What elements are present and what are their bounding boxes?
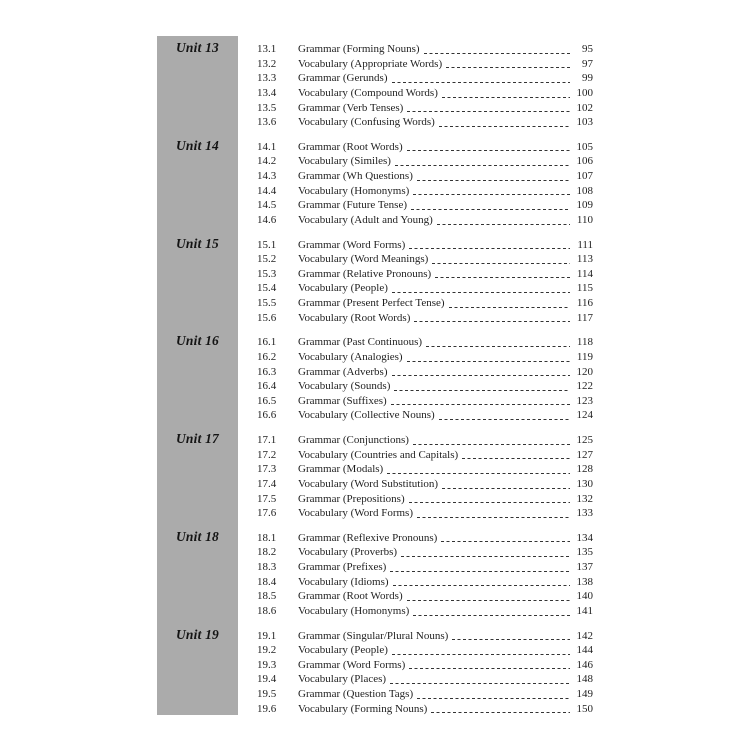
entry-number: 16.2 [257,350,277,363]
entry-title: Vocabulary (Similes) [298,155,391,168]
entry-leader-dashes [424,53,570,54]
entry-number: 19.4 [257,673,277,686]
entry-title: Vocabulary (Word Substitution) [298,477,439,490]
entry-leader-dashes [442,488,570,489]
toc-entry-row [257,198,593,213]
entry-number: 17.1 [257,434,277,446]
entry-title: Grammar (Suffixes) [298,394,387,407]
unit-block [157,42,593,130]
entry-leader-dashes [417,517,570,518]
entry-leader-dashes [395,165,570,166]
entry-leader-dashes [449,307,570,308]
entry-title: Vocabulary (Collective Nouns) [298,409,435,422]
entry-number: 13.5 [257,101,277,114]
toc-entry-row [257,42,593,57]
entry-page-number: 110 [576,213,593,226]
entry-page-number: 119 [576,350,593,363]
toc-entry-row [257,169,593,184]
entry-title: Grammar (Root Words) [298,140,403,153]
unit-label: Unit 15 [175,235,220,251]
unit-block [157,528,593,619]
entry-leader-dashes [387,473,570,474]
entry-title: Grammar (Prefixes) [298,561,387,573]
entry-title: Grammar (Root Words) [298,590,403,603]
entry-leader-dashes [407,150,570,151]
entry-title: Grammar (Gerunds) [298,72,388,85]
entry-page-number: 138 [576,575,593,588]
entry-number: 15.5 [257,297,277,309]
entry-leader-dashes [409,248,570,249]
entry-number: 16.5 [257,394,277,407]
entry-leader-dashes [442,97,570,98]
entry-page-number: 140 [576,590,593,603]
entry-title: Grammar (Past Continuous) [298,336,423,349]
entry-page-number: 148 [576,673,593,686]
entry-leader-dashes [439,419,570,420]
toc-entry-row [257,702,593,717]
toc-entry-row [257,365,593,380]
entry-title: Grammar (Verb Tenses) [298,101,404,114]
entry-number: 13.2 [257,57,277,70]
toc-entry-row [257,448,593,463]
entry-title: Vocabulary (Forming Nouns) [298,702,428,715]
entry-leader-dashes [407,111,570,112]
toc-entry-row [257,350,593,365]
entry-page-number: 127 [576,448,593,461]
entry-page-number: 124 [576,409,593,422]
entry-title: Vocabulary (Idioms) [298,575,389,588]
entry-title: Vocabulary (Analogies) [298,350,403,363]
toc-entry-row [257,86,593,101]
entry-number: 18.4 [257,575,277,588]
entry-page-number: 150 [576,702,593,715]
entry-leader-dashes [394,390,570,391]
entry-page-number: 132 [576,492,593,505]
entry-page-number: 133 [576,507,593,520]
entry-leader-dashes [392,82,571,83]
entry-number: 16.3 [257,365,277,378]
entry-leader-dashes [417,698,570,699]
entry-number: 15.1 [257,238,277,251]
unit-entries [257,629,593,717]
entry-number: 13.3 [257,72,277,85]
toc-entry-row [257,531,593,546]
entry-title: Grammar (Prepositions) [298,492,405,505]
entry-number: 19.3 [257,658,277,671]
entry-number: 15.2 [257,253,277,266]
toc-entry-row [257,575,593,590]
toc-entry-row [257,394,593,409]
entry-number: 17.2 [257,448,277,461]
entry-number: 18.5 [257,590,277,603]
toc-entry-row [257,281,593,296]
entry-number: 15.4 [257,282,277,295]
entry-leader-dashes [452,639,570,640]
entry-title: Vocabulary (Places) [298,673,387,686]
toc-entry-row [257,629,593,644]
entry-leader-dashes [393,585,570,586]
entry-leader-dashes [417,180,570,181]
entry-number: 14.1 [257,140,277,153]
unit-block [157,235,593,326]
entry-leader-dashes [409,668,570,669]
entry-page-number: 115 [576,282,593,295]
toc-entry-row [257,57,593,72]
entry-page-number: 114 [576,267,593,280]
entry-title: Vocabulary (Confusing Words) [298,116,435,129]
unit-entries [257,238,593,326]
unit-label: Unit 19 [175,626,220,642]
toc-entry-row [257,184,593,199]
entry-page-number: 102 [576,101,593,114]
entry-page-number: 109 [576,199,593,212]
entry-page-number: 123 [576,394,593,407]
toc-entry-row [257,589,593,604]
entry-leader-dashes [439,126,570,127]
entry-page-number: 120 [576,365,593,378]
entry-title: Vocabulary (People) [298,282,388,295]
entry-leader-dashes [392,654,570,655]
unit-label: Unit 17 [175,431,220,446]
entry-leader-dashes [435,277,570,278]
toc-entry-row [257,506,593,521]
entry-number: 17.5 [257,492,277,505]
entry-title: Vocabulary (Proverbs) [298,546,398,559]
entry-number: 18.2 [257,546,277,559]
toc-entry-row [257,238,593,253]
entry-leader-dashes [446,67,570,68]
entry-title: Vocabulary (Homonyms) [298,184,410,197]
entry-page-number: 107 [576,170,593,182]
entry-title: Vocabulary (Compound Words) [298,86,438,99]
entry-number: 14.4 [257,184,277,197]
entry-title: Vocabulary (Sounds) [298,380,391,393]
entry-leader-dashes [462,458,570,459]
entry-page-number: 97 [582,57,593,70]
entry-leader-dashes [431,712,570,713]
toc-entry-row [257,213,593,228]
entry-page-number: 137 [576,561,593,573]
entry-title: Vocabulary (Appropriate Words) [298,57,443,70]
unit-block [157,137,593,228]
entry-title: Grammar (Wh Questions) [298,170,413,182]
entry-page-number: 142 [576,629,593,642]
entry-page-number: 117 [576,311,593,324]
toc-entry-row [257,604,593,619]
entry-number: 15.3 [257,267,277,280]
toc-entry-row [257,687,593,702]
toc-entry-row [257,477,593,492]
entry-number: 15.6 [257,311,277,324]
unit-block [157,626,593,717]
entry-title: Grammar (Relative Pronouns) [298,267,432,280]
entry-page-number: 134 [576,531,593,544]
entry-leader-dashes [392,375,571,376]
unit-label: Unit 16 [175,333,220,349]
entry-title: Grammar (Present Perfect Tense) [298,297,445,309]
entry-page-number: 103 [576,116,593,129]
entry-number: 18.6 [257,604,277,617]
entry-number: 16.1 [257,336,277,349]
entry-leader-dashes [441,541,570,542]
unit-entries [257,433,593,521]
unit-label: Unit 18 [175,528,220,544]
entry-page-number: 108 [576,184,593,197]
toc-entry-row [257,433,593,448]
unit-entries [257,335,593,423]
entry-title: Grammar (Adverbs) [298,365,388,378]
entry-leader-dashes [413,615,570,616]
unit-block [157,335,593,423]
entry-number: 14.3 [257,170,277,182]
entry-title: Vocabulary (People) [298,644,388,657]
entry-number: 19.6 [257,702,277,715]
entry-leader-dashes [426,346,570,347]
entry-number: 14.5 [257,199,277,212]
entry-number: 17.3 [257,463,277,476]
entry-number: 16.6 [257,409,277,422]
toc-entry-row [257,462,593,477]
entry-page-number: 95 [582,43,593,55]
entry-title: Grammar (Conjunctions) [298,434,409,446]
toc-entry-row [257,658,593,673]
entry-leader-dashes [390,683,570,684]
entry-leader-dashes [432,263,570,264]
entry-leader-dashes [390,571,570,572]
toc-entry-row [257,335,593,350]
entry-leader-dashes [409,502,570,503]
toc-entry-row [257,379,593,394]
entry-title: Vocabulary (Adult and Young) [298,213,433,226]
entry-title: Vocabulary (Root Words) [298,311,411,324]
entry-page-number: 146 [576,658,593,671]
entry-number: 19.1 [257,629,277,642]
entry-page-number: 118 [576,336,593,349]
entry-title: Grammar (Forming Nouns) [298,43,420,55]
unit-label: Unit 13 [175,40,220,55]
toc-entry-row [257,672,593,687]
entry-leader-dashes [411,209,570,210]
entry-page-number: 149 [576,688,593,700]
entry-number: 17.6 [257,507,277,520]
toc-entry-row [257,154,593,169]
entry-page-number: 130 [576,477,593,490]
entry-title: Grammar (Modals) [298,463,384,476]
toc-entry-row [257,252,593,267]
entry-number: 13.1 [257,43,277,55]
entry-number: 19.5 [257,688,277,700]
entry-number: 13.6 [257,116,277,129]
entry-page-number: 141 [576,604,593,617]
entry-page-number: 106 [576,155,593,168]
entry-page-number: 113 [576,253,593,266]
entry-title: Vocabulary (Countries and Capitals) [298,448,459,461]
entry-page-number: 111 [577,238,593,251]
unit-block [157,433,593,521]
toc-entry-row [257,492,593,507]
unit-label: Unit 14 [175,137,220,153]
unit-entries [257,140,593,228]
entry-leader-dashes [413,444,570,445]
entry-title: Grammar (Word Forms) [298,238,406,251]
entry-leader-dashes [413,194,570,195]
unit-entries [257,531,593,619]
entry-number: 16.4 [257,380,277,393]
entry-number: 14.2 [257,155,277,168]
entry-leader-dashes [391,404,570,405]
toc-entry-row [257,140,593,155]
entry-page-number: 122 [576,380,593,393]
entry-title: Grammar (Word Forms) [298,658,406,671]
toc-entry-row [257,71,593,86]
entry-title: Grammar (Singular/Plural Nouns) [298,629,449,642]
toc-entry-row [257,545,593,560]
entry-title: Grammar (Future Tense) [298,199,407,212]
entry-page-number: 99 [582,72,593,85]
toc-entry-row [257,267,593,282]
entry-page-number: 135 [576,546,593,559]
entry-title: Grammar (Reflexive Pronouns) [298,531,438,544]
entry-page-number: 125 [576,434,593,446]
entry-number: 14.6 [257,213,277,226]
toc-entry-row [257,101,593,116]
toc-entry-row [257,560,593,575]
entry-leader-dashes [407,600,570,601]
entry-title: Vocabulary (Homonyms) [298,604,410,617]
entry-title: Vocabulary (Word Meanings) [298,253,429,266]
toc-entry-row [257,311,593,326]
entry-page-number: 105 [576,140,593,153]
entry-page-number: 144 [576,644,593,657]
toc-entry-row [257,115,593,130]
entry-number: 19.2 [257,644,277,657]
unit-entries [257,42,593,130]
entry-number: 13.4 [257,86,277,99]
entry-leader-dashes [414,321,570,322]
entry-leader-dashes [407,361,570,362]
toc-entry-row [257,643,593,658]
entry-leader-dashes [437,224,570,225]
entry-leader-dashes [401,556,570,557]
entry-title: Grammar (Question Tags) [298,688,414,700]
toc-entry-row [257,296,593,311]
entry-number: 18.3 [257,561,277,573]
entry-number: 17.4 [257,477,277,490]
entry-title: Vocabulary (Word Forms) [298,507,414,520]
entry-number: 18.1 [257,531,277,544]
toc-units-list [157,42,593,726]
entry-page-number: 128 [576,463,593,476]
toc-entry-row [257,408,593,423]
entry-page-number: 116 [576,297,593,309]
entry-page-number: 100 [576,86,593,99]
entry-leader-dashes [392,292,570,293]
